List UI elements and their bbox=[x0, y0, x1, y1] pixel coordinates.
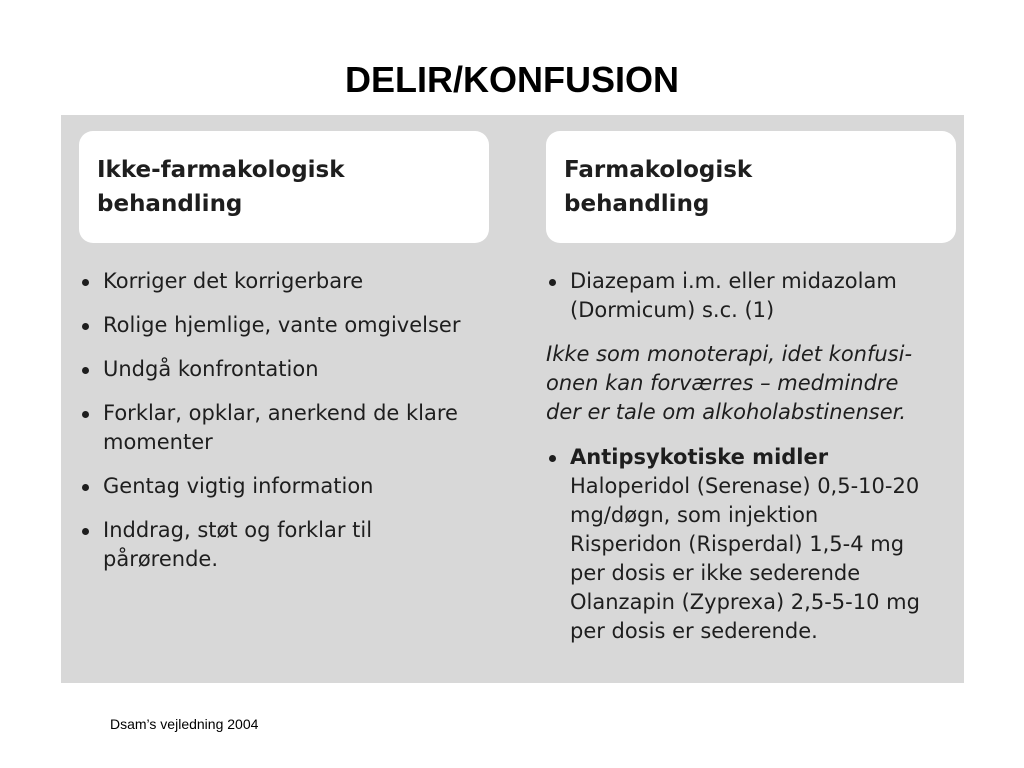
list-item-text: Korriger det korrigerbare bbox=[103, 269, 364, 293]
list-item-text: per dosis er ikke sederende bbox=[570, 561, 861, 585]
bullet-icon bbox=[82, 411, 89, 418]
list-item-text: Gentag vigtig information bbox=[103, 474, 374, 498]
list-item-text: Haloperidol (Serenase) 0,5-10-20 bbox=[570, 474, 920, 498]
header-line: behandling bbox=[564, 191, 710, 217]
bullet-icon bbox=[82, 484, 89, 491]
non-pharmacological-header bbox=[79, 131, 489, 243]
source-footnote: Dsam’s vejledning 2004 bbox=[110, 716, 259, 732]
list-item bbox=[546, 267, 966, 325]
list-item-text: Forklar, opklar, anerkend de klare bbox=[103, 401, 458, 425]
bullet-icon bbox=[549, 455, 556, 462]
slide-title: DELIR/KONFUSION bbox=[344, 59, 679, 100]
bullet-icon bbox=[82, 279, 89, 286]
list-item-text: Olanzapin (Zyprexa) 2,5-5-10 mg bbox=[570, 590, 920, 614]
bullet-icon bbox=[82, 367, 89, 374]
list-item-text: per dosis er sederende. bbox=[570, 619, 818, 643]
note-text: onen kan forværres – medmindre bbox=[546, 371, 899, 395]
list-item bbox=[79, 355, 509, 384]
list-item-text: Rolige hjemlige, vante omgivelser bbox=[103, 313, 461, 337]
list-item-text: (Dormicum) s.c. (1) bbox=[570, 298, 775, 322]
list-item bbox=[79, 399, 509, 457]
list-item-text: Inddrag, støt og forklar til bbox=[103, 518, 373, 542]
header-line: Farmakologisk bbox=[564, 157, 753, 183]
list-item bbox=[79, 267, 509, 296]
monotherapy-note bbox=[546, 340, 966, 427]
list-item bbox=[79, 516, 509, 574]
header-line: behandling bbox=[97, 191, 243, 217]
list-item-heading: Antipsykotiske midler bbox=[570, 445, 829, 469]
bullet-icon bbox=[82, 528, 89, 535]
antipsychotics-item bbox=[546, 443, 966, 646]
bullet-icon bbox=[82, 323, 89, 330]
non-pharmacological-list bbox=[79, 267, 509, 589]
diazepam-item bbox=[546, 267, 966, 325]
list-item-text: momenter bbox=[103, 430, 213, 454]
list-item-text: Diazepam i.m. eller midazolam bbox=[570, 269, 897, 293]
list-item-text: pårørende. bbox=[103, 547, 219, 571]
list-item bbox=[79, 311, 509, 340]
bullet-icon bbox=[549, 279, 556, 286]
header-line: Ikke-farmakologisk bbox=[97, 157, 345, 183]
list-item-text: mg/døgn, som injektion bbox=[570, 503, 819, 527]
note-text: Ikke som monoterapi, idet konfusi- bbox=[546, 342, 913, 366]
list-item-text: Risperidon (Risperdal) 1,5-4 mg bbox=[570, 532, 905, 556]
list-item-text: Undgå konfrontation bbox=[103, 357, 319, 381]
content-panel bbox=[61, 115, 964, 683]
note-text: der er tale om alkoholabstinenser. bbox=[546, 400, 906, 424]
list-item bbox=[79, 472, 509, 501]
pharmacological-header bbox=[546, 131, 956, 243]
list-item bbox=[546, 443, 966, 646]
